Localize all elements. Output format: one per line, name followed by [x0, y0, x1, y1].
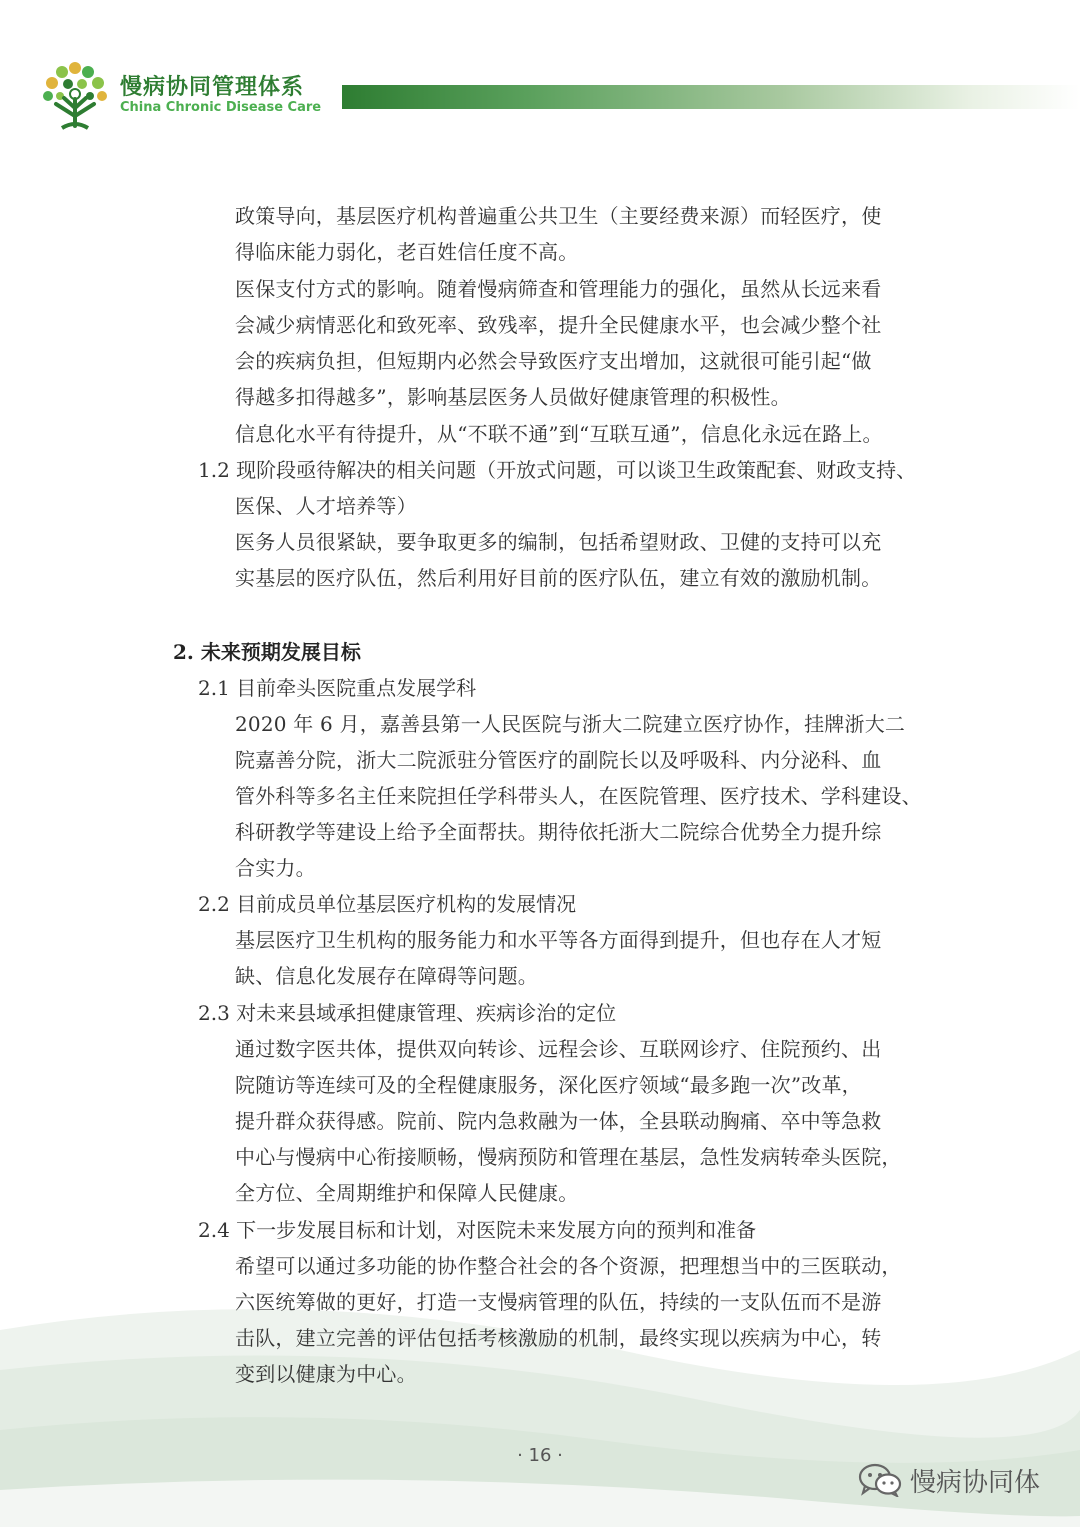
paragraph-line: 得临床能力弱化，老百姓信任度不高。 [235, 240, 579, 264]
subsection-heading: 2.4 下一步发展目标和计划，对医院未来发展方向的预判和准备 [198, 1218, 757, 1242]
paragraph-line: 六医统筹做的更好，打造一支慢病管理的队伍，持续的一支队伍而不是游 [235, 1290, 882, 1314]
paragraph-line: 医务人员很紧缺，要争取更多的编制，包括希望财政、卫健的支持可以充 [235, 530, 882, 554]
subsection-heading: 1.2 现阶段亟待解决的相关问题（开放式问题，可以谈卫生政策配套、财政支持、 [198, 458, 917, 482]
paragraph-line: 希望可以通过多功能的协作整合社会的各个资源，把理想当中的三医联动， [235, 1254, 902, 1278]
subsection-heading: 2.2 目前成员单位基层医疗机构的发展情况 [198, 892, 577, 916]
paragraph-line: 会的疾病负担，但短期内必然会导致医疗支出增加，这就很可能引起“做 [235, 349, 872, 373]
paragraph-line: 基层医疗卫生机构的服务能力和水平等各方面得到提升，但也存在人才短 [235, 928, 882, 952]
paragraph-line: 变到以健康为中心。 [235, 1362, 417, 1386]
paragraph-line: 击队，建立完善的评估包括考核激励的机制，最终实现以疾病为中心，转 [235, 1326, 882, 1350]
paragraph-line: 科研教学等建设上给予全面帮扶。期待依托浙大二院综合优势全力提升综 [235, 820, 882, 844]
paragraph-line: 信息化水平有待提升，从“不联不通”到“互联互通”，信息化永远在路上。 [235, 422, 883, 446]
paragraph-line: 政策导向，基层医疗机构普遍重公共卫生（主要经费来源）而轻医疗，使 [235, 204, 882, 228]
paragraph-line: 提升群众获得感。院前、院内急救融为一体，全县联动胸痛、卒中等急救 [235, 1109, 882, 1133]
paragraph-line: 通过数字医共体，提供双向转诊、远程会诊、互联网诊疗、住院预约、出 [235, 1037, 882, 1061]
page-number: · 16 · [517, 1445, 563, 1466]
paragraph-line: 合实力。 [235, 856, 316, 880]
paragraph-line: 全方位、全周期维护和保障人民健康。 [235, 1181, 579, 1205]
header-gradient-bar [342, 85, 1080, 109]
paragraph-line: 实基层的医疗队伍，然后利用好目前的医疗队伍，建立有效的激励机制。 [235, 566, 882, 590]
paragraph-line: 2020 年 6 月，嘉善县第一人民医院与浙大二院建立医疗协作，挂牌浙大二 [235, 712, 906, 736]
paragraph-line: 会减少病情恶化和致死率、致残率，提升全民健康水平，也会减少整个社 [235, 313, 882, 337]
paragraph-line: 院嘉善分院，浙大二院派驻分管医疗的副院长以及呼吸科、内分泌科、血 [235, 748, 882, 772]
brand-title-cn: 慢病协同管理体系 [120, 75, 305, 100]
subsection-heading-cont: 医保、人才培养等） [235, 494, 417, 518]
brand-title-en: China Chronic Disease Care [120, 100, 322, 115]
wechat-watermark [858, 1460, 1040, 1500]
wechat-icon [858, 1463, 902, 1497]
paragraph-line: 医保支付方式的影响。随着慢病筛查和管理能力的强化，虽然从长远来看 [235, 277, 882, 301]
paragraph-line: 缺、信息化发展存在障碍等问题。 [235, 964, 538, 988]
subsection-heading: 2.1 目前牵头医院重点发展学科 [198, 676, 477, 700]
page-header [0, 0, 1080, 150]
section-heading: 2. 未来预期发展目标 [173, 640, 361, 664]
tree-people-icon [40, 58, 110, 130]
wechat-account-name: 慢病协同体 [910, 1467, 1041, 1498]
paragraph-line: 中心与慢病中心衔接顺畅，慢病预防和管理在基层，急性发病转牵头医院， [235, 1145, 902, 1169]
paragraph-line: 管外科等多名主任来院担任学科带头人，在医院管理、医疗技术、学科建设、 [235, 784, 922, 808]
paragraph-line: 院随访等连续可及的全程健康服务，深化医疗领域“最多跑一次”改革， [235, 1073, 862, 1097]
subsection-heading: 2.3 对未来县域承担健康管理、疾病诊治的定位 [198, 1001, 617, 1025]
paragraph-line: 得越多扣得越多”，影响基层医务人员做好健康管理的积极性。 [235, 385, 791, 409]
